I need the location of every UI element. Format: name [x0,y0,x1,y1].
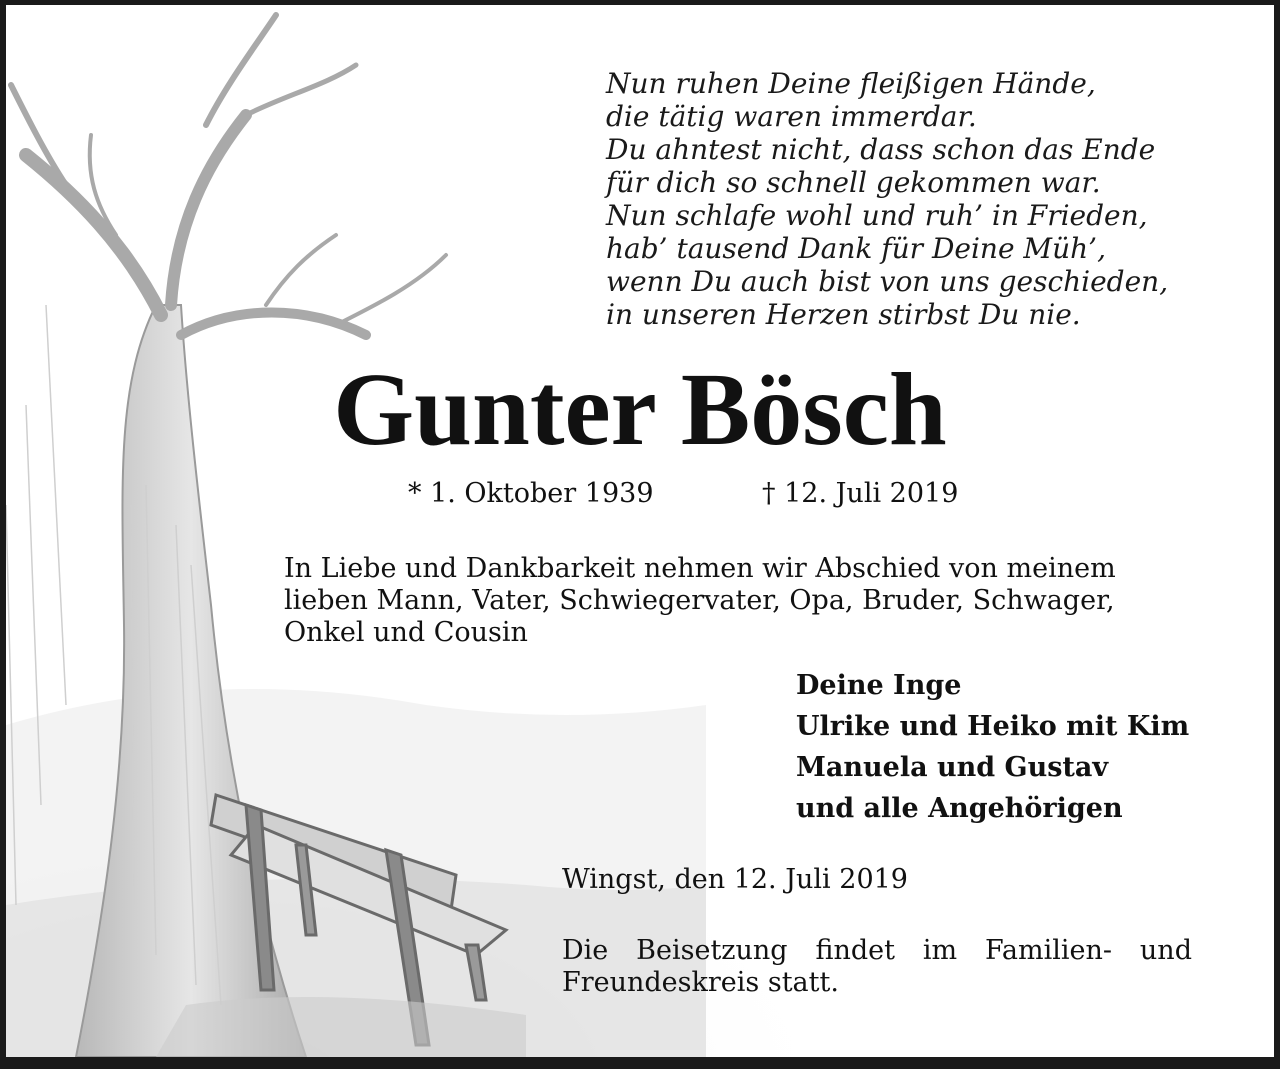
mourner-line: Deine Inge [796,670,962,701]
burial-notice [562,935,1192,999]
deceased-name: Gunter Bösch [333,352,947,467]
poem-line: Du ahntest nicht, dass schon das Ende [606,133,1156,166]
farewell-text [284,553,1204,649]
burial-word: Familien- [985,935,1113,966]
memorial-poem [606,67,1226,331]
birth-date: * 1. Oktober 1939 [408,478,654,509]
mourner-line: Ulrike und Heiko mit Kim [796,711,1190,742]
poem-line: Nun ruhen Deine fleißigen Hände, [606,67,1096,100]
poem-line: die tätig waren immerdar. [606,100,977,133]
burial-line-2: Freundeskreis statt. [562,967,839,998]
mourner-line: und alle Angehörigen [796,793,1123,824]
place-and-date: Wingst, den 12. Juli 2019 [562,864,908,895]
mourner-line: Manuela und Gustav [796,752,1109,783]
burial-word: Beisetzung [636,935,788,966]
burial-line-1 [562,935,1192,967]
burial-word: findet [815,935,895,966]
burial-word: und [1139,935,1192,966]
poem-line: Nun schlafe wohl und ruh’ in Frieden, [606,199,1148,232]
farewell-line: lieben Mann, Vater, Schwiegervater, Opa, Bruder, Schwager, [284,585,1115,616]
poem-line: in unseren Herzen stirbst Du nie. [606,298,1081,331]
farewell-line: Onkel und Cousin [284,617,528,648]
death-date: † 12. Juli 2019 [762,478,959,509]
burial-word: Die [562,935,609,966]
mourners-list [796,665,1189,829]
poem-line: hab’ tausend Dank für Deine Müh’, [606,232,1106,265]
burial-word: im [922,935,958,966]
farewell-line: In Liebe und Dankbarkeit nehmen wir Abschied von meinem [284,553,1116,584]
poem-line: wenn Du auch bist von uns geschieden, [606,265,1169,298]
poem-line: für dich so schnell gekommen war. [606,166,1101,199]
